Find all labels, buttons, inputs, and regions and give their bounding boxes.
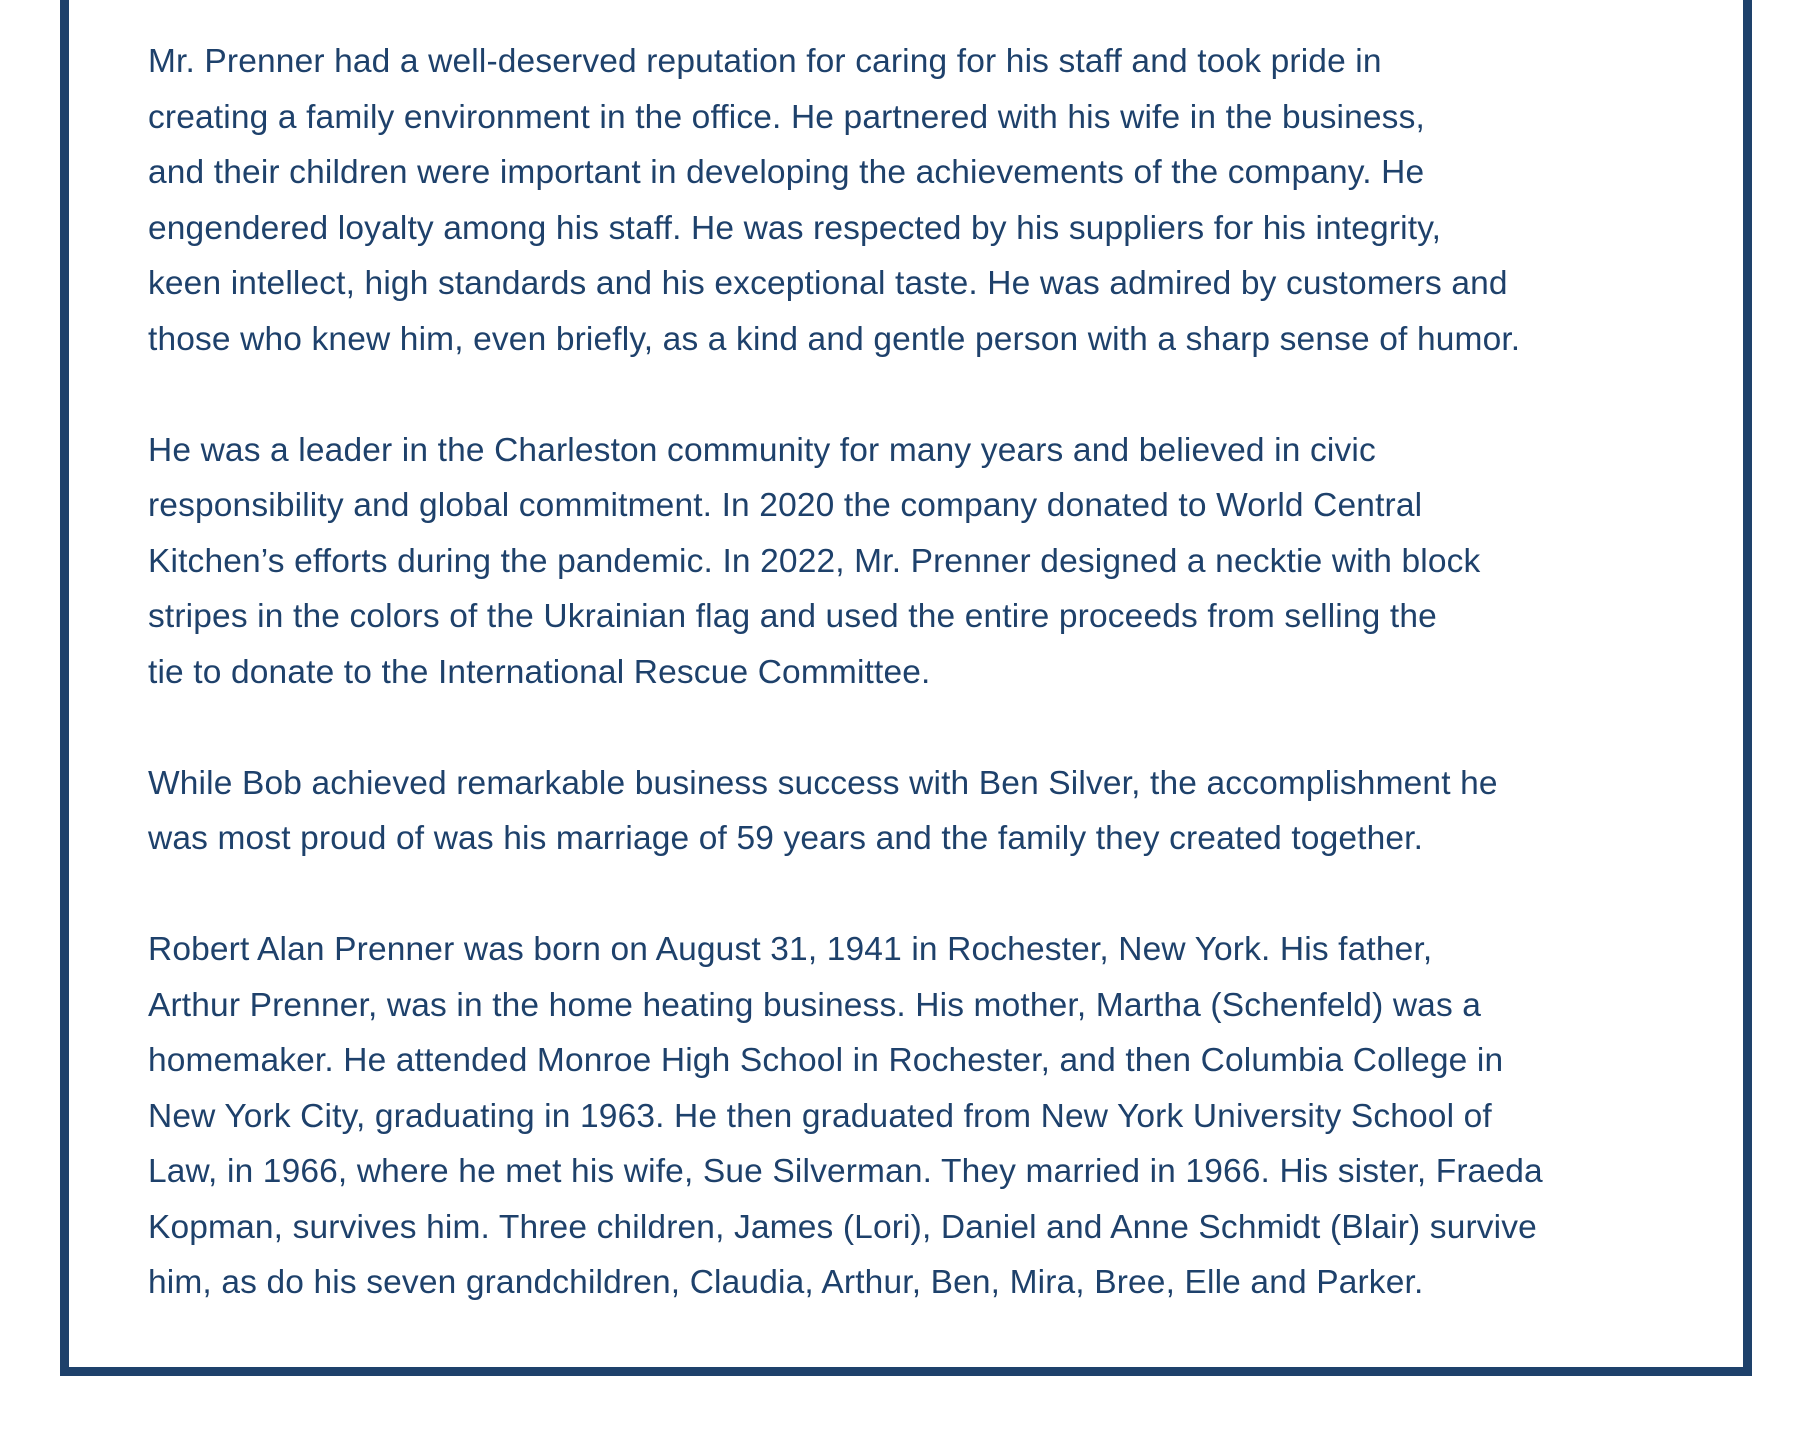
text-line: New York City, graduating in 1963. He then graduated from New York University School of	[148, 1097, 1492, 1135]
text-line: stripes in the colors of the Ukrainian flag and used the entire proceeds from selling the	[148, 598, 1437, 635]
paragraph-biography	[148, 922, 1688, 1311]
text-line: him, as do his seven grandchildren, Claudia, Arthur, Ben, Mira, Bree, Elle and Parker.	[148, 1264, 1424, 1301]
text-line: Mr. Prenner had a well-deserved reputation for caring for his staff and took pride in	[148, 43, 1382, 80]
paragraph-spacer	[148, 367, 1688, 423]
paragraph-spacer	[148, 700, 1688, 756]
text-line: homemaker. He attended Monroe High School in Rochester, and then Columbia College in	[148, 1042, 1504, 1079]
text-line: Arthur Prenner, was in the home heating business. His mother, Martha (Schenfeld) was a	[148, 986, 1482, 1024]
text-line: those who knew him, even briefly, as a kind and gentle person with a sharp sense of humor.	[148, 320, 1521, 358]
text-line: Kitchen’s efforts during the pandemic. In 2022, Mr. Prenner designed a necktie with block	[148, 542, 1481, 580]
text-line: While Bob achieved remarkable business success with Ben Silver, the accomplishment he	[148, 764, 1498, 802]
text-line: keen intellect, high standards and his exceptional taste. He was admired by customers and	[148, 265, 1508, 302]
paragraph-spacer	[148, 867, 1688, 923]
text-line: Law, in 1966, where he met his wife, Sue Silverman. They married in 1966. His sister, Fraeda	[148, 1153, 1543, 1190]
text-line: was most proud of was his marriage of 59 years and the family they created together.	[148, 820, 1424, 857]
text-line: and their children were important in developing the achievements of the company. He	[148, 154, 1425, 191]
text-line: tie to donate to the International Rescue Committee.	[148, 653, 931, 691]
obituary-text	[148, 34, 1688, 1311]
text-line: Kopman, survives him. Three children, James (Lori), Daniel and Anne Schmidt (Blair) survive	[148, 1208, 1537, 1246]
text-line: responsibility and global commitment. In 2020 the company donated to World Central	[148, 487, 1423, 524]
text-line: creating a family environment in the office. He partnered with his wife in the business,	[148, 98, 1425, 136]
text-line: Robert Alan Prenner was born on August 31, 1941 in Rochester, New York. His father,	[148, 931, 1433, 968]
text-line: He was a leader in the Charleston community for many years and believed in civic	[148, 431, 1376, 469]
text-line: engendered loyalty among his staff. He was respected by his suppliers for his integrity,	[148, 209, 1442, 247]
paragraph-family-pride	[148, 756, 1688, 867]
paragraph-career	[148, 34, 1688, 367]
paragraph-community	[148, 423, 1688, 701]
